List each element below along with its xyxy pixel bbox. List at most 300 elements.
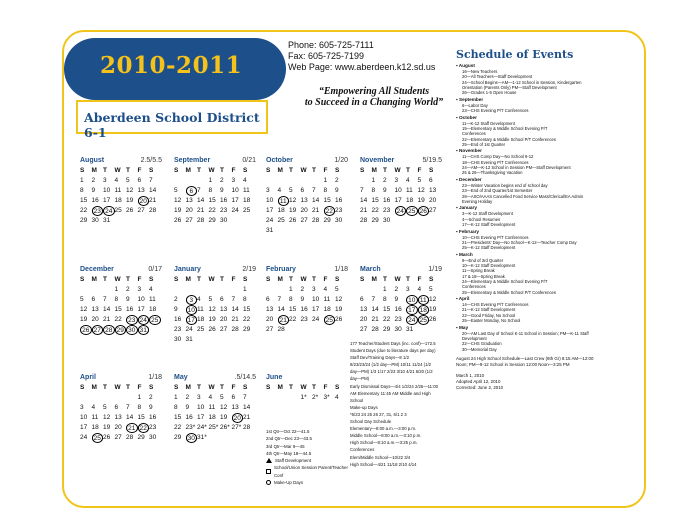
- weekday-label: S: [266, 167, 271, 174]
- day-cell: 23*: [185, 424, 196, 431]
- note-line: High School—4/21 11/18 2/10 4/14: [350, 461, 417, 467]
- day-cell: [278, 176, 290, 186]
- day-cell: 20: [91, 316, 99, 323]
- month-name: May: [174, 374, 188, 381]
- month-february: [266, 266, 348, 335]
- week-row: [266, 393, 348, 403]
- weekday-label: F: [231, 167, 236, 174]
- day-cell: [324, 325, 336, 335]
- legend-label: 2nd Qtr—Dec 23—43.5: [266, 436, 312, 442]
- day-cell: 1*: [300, 394, 307, 401]
- note-line: Elem/Middle School—10/22 3/4: [350, 454, 411, 460]
- day-cell: 9: [174, 306, 178, 313]
- day-cell: 25: [324, 315, 336, 325]
- note-line: Staff Dev/Training Days—8 1/2: [350, 355, 409, 361]
- week-row: [80, 403, 162, 413]
- day-cell: [103, 393, 115, 403]
- day-cell: 31: [266, 227, 274, 234]
- week-row: [80, 206, 162, 216]
- month-name: October: [266, 157, 293, 164]
- schedule-event: Orientation (Parents Only) PM—Staff Development: [462, 84, 557, 90]
- day-cell: [174, 176, 186, 186]
- day-cell: 9: [185, 404, 190, 411]
- week-row: [80, 413, 162, 423]
- day-cell: 26: [174, 217, 182, 224]
- week-row: [174, 403, 256, 413]
- day-cell: 3: [266, 187, 270, 194]
- day-cell: [232, 285, 244, 295]
- weekday-header: [174, 166, 256, 176]
- week-row: [174, 216, 256, 226]
- day-cell: 1: [323, 177, 328, 184]
- day-cell: 21: [103, 316, 111, 323]
- day-cell: 13: [91, 306, 99, 313]
- day-count: 1/18: [334, 266, 348, 273]
- week-row: [80, 433, 162, 443]
- day-cell: 1: [383, 286, 387, 293]
- day-cell: 19: [208, 316, 216, 323]
- schedule-event: 24—AM—K-12 School in Session PM—Staff Development: [462, 165, 571, 171]
- week-row: [80, 186, 162, 196]
- day-cell: [209, 285, 221, 295]
- month-name: January: [174, 266, 201, 273]
- day-cell: [138, 216, 150, 226]
- day-count: 2/19: [242, 266, 256, 273]
- day-cell: 21: [149, 197, 157, 204]
- weekday-label: W: [300, 276, 307, 283]
- day-cell: [301, 226, 313, 236]
- day-cell: 28: [277, 326, 285, 333]
- day-cell: 1: [80, 177, 84, 184]
- day-cell: 12: [289, 197, 297, 204]
- day-cell: 21: [197, 207, 205, 214]
- day-cell: 15: [323, 197, 331, 204]
- schedule-month: ▪ October: [456, 114, 477, 120]
- legend-label: Make-Up Days: [274, 480, 304, 486]
- week-row: [266, 206, 348, 216]
- week-row: [80, 295, 162, 305]
- day-cell: 4: [197, 296, 201, 303]
- week-row: [360, 325, 442, 335]
- day-cell: 11: [278, 196, 290, 206]
- day-cell: 12: [220, 404, 228, 411]
- day-cell: 20: [232, 413, 244, 423]
- day-cell: 3: [231, 177, 236, 184]
- day-cell: 26: [418, 206, 430, 216]
- note-line: 8/23/23/24 (1/2 day—PM) 10/11 11/24 (1/2: [350, 362, 432, 368]
- week-row: [266, 325, 348, 335]
- week-row: [266, 186, 348, 196]
- day-cell: 18: [114, 197, 122, 204]
- day-cell: 28: [231, 326, 239, 333]
- day-cell: 5: [208, 296, 213, 303]
- schedule-event: 17 & 18—Spring Break: [462, 273, 505, 279]
- day-cell: 24: [312, 316, 320, 323]
- day-cell: 5: [126, 177, 130, 184]
- day-cell: 2: [149, 394, 153, 401]
- day-cell: 30: [335, 217, 343, 224]
- day-cell: 27: [92, 325, 104, 335]
- day-cell: 8: [383, 296, 387, 303]
- weekday-label: T: [126, 276, 130, 283]
- day-cell: 19: [335, 306, 343, 313]
- weekday-label: F: [231, 276, 236, 283]
- day-cell: 13: [114, 414, 122, 421]
- day-cell: [209, 335, 221, 345]
- day-cell: 28: [360, 217, 368, 224]
- weekday-header: [266, 383, 348, 393]
- weekday-label: F: [417, 276, 422, 283]
- day-cell: 9: [300, 296, 305, 303]
- day-cell: 10: [406, 295, 418, 305]
- week-row: [266, 305, 348, 315]
- weekday-label: M: [277, 276, 283, 283]
- day-cell: 20: [220, 316, 228, 323]
- schedule-month: ▪ March: [456, 251, 473, 257]
- day-cell: 7: [126, 404, 130, 411]
- day-cell: 22: [174, 424, 182, 431]
- day-cell: [406, 216, 418, 226]
- day-cell: 10: [186, 305, 198, 315]
- day-cell: 17: [406, 305, 418, 315]
- legend-label: 4th Qtr—May 18—44.5: [266, 450, 312, 456]
- weekday-header: [80, 275, 162, 285]
- day-cell: 1: [208, 177, 213, 184]
- motto: [284, 86, 464, 108]
- day-cell: [301, 176, 313, 186]
- day-cell: 15: [80, 197, 88, 204]
- day-cell: 2: [126, 286, 130, 293]
- circle-icon: [266, 480, 271, 485]
- day-cell: 13: [137, 187, 145, 194]
- day-cell: 4: [406, 177, 410, 184]
- month-header: [80, 266, 162, 275]
- day-cell: 26: [208, 326, 216, 333]
- day-cell: [266, 176, 278, 186]
- day-cell: 11: [91, 414, 99, 421]
- weekday-label: S: [266, 276, 271, 283]
- triangle-icon: [266, 458, 272, 463]
- day-cell: 10: [312, 296, 320, 303]
- day-cell: 20: [185, 207, 193, 214]
- schedule-event: 9—End of 3rd Quarter: [462, 257, 504, 263]
- weekday-label: S: [149, 167, 154, 174]
- schedule-event: 3—K-12 Staff Development: [462, 211, 513, 217]
- day-cell: 28: [126, 434, 134, 441]
- week-row: [174, 295, 256, 305]
- footer-line: August 24 High School Schedule—Last Crew (9th Gr) 8:15 AM—12:00: [456, 355, 594, 361]
- day-cell: 31: [103, 217, 111, 224]
- day-cell: [289, 325, 301, 335]
- day-cell: [289, 176, 301, 186]
- day-cell: 3: [312, 286, 316, 293]
- weekday-label: T: [289, 167, 293, 174]
- day-cell: 21: [278, 315, 290, 325]
- day-cell: 20: [429, 197, 437, 204]
- legend-item: [266, 443, 348, 450]
- weekday-label: T: [103, 384, 107, 391]
- schedule-event: 10—K-12 Staff Development: [462, 263, 516, 269]
- day-cell: 26*: [220, 424, 230, 431]
- legend-label: 1st Qtr—Oct 22—41.5: [266, 429, 310, 434]
- schedule-event: 24—School Begins—AM—1-12 School in Session, Kindergarten: [462, 79, 582, 85]
- month-header: [80, 374, 162, 383]
- schedule-event: 28—ASO/AAAS Cancelled Food Service Mass/Clerical/EA Admin: [462, 193, 584, 199]
- week-row: [360, 176, 442, 186]
- weekday-header: [80, 383, 162, 393]
- week-row: [174, 413, 256, 423]
- day-cell: 5: [429, 286, 433, 293]
- weekday-label: W: [208, 276, 215, 283]
- day-cell: 28: [312, 217, 320, 224]
- day-cell: 22: [208, 207, 216, 214]
- schedule-event: 4—School Resumes: [462, 216, 501, 222]
- footer-line: March 1, 2010: [456, 373, 485, 379]
- day-cell: 23: [174, 326, 182, 333]
- day-cell: 24: [103, 206, 115, 216]
- note-line: *5/23 24 25 26 27, 31, 6/1 2 3: [350, 411, 407, 417]
- month-may: [174, 374, 256, 443]
- weekday-label: F: [323, 167, 328, 174]
- day-cell: 18: [149, 306, 157, 313]
- week-row: [174, 196, 256, 206]
- day-cell: 22: [289, 316, 297, 323]
- weekday-label: S: [174, 167, 179, 174]
- schedule-section: [456, 177, 638, 204]
- weekday-label: S: [360, 276, 365, 283]
- day-cell: [115, 216, 127, 226]
- day-cell: 9: [335, 187, 339, 194]
- weekday-label: W: [394, 167, 401, 174]
- day-cell: 26: [335, 316, 343, 323]
- day-cell: 8: [289, 296, 293, 303]
- weekday-label: S: [243, 167, 248, 174]
- day-cell: 15: [289, 306, 297, 313]
- school-year-title: 2010-2011: [100, 52, 243, 79]
- note-line: Conferences: [350, 447, 375, 453]
- day-cell: 28: [197, 217, 205, 224]
- day-cell: [243, 216, 255, 226]
- day-cell: 22: [324, 206, 336, 216]
- day-cell: 7: [103, 296, 107, 303]
- day-count: 0/17: [148, 266, 162, 273]
- day-cell: 16: [185, 414, 193, 421]
- day-cell: 26: [103, 434, 111, 441]
- day-cell: 6: [220, 296, 224, 303]
- day-cell: 24: [395, 206, 407, 216]
- day-cell: 3: [80, 404, 84, 411]
- week-row: [266, 226, 348, 236]
- day-cell: 29: [115, 325, 127, 335]
- day-cell: 13: [231, 404, 239, 411]
- day-cell: 11: [418, 295, 430, 305]
- contact-info: [288, 40, 435, 73]
- month-header: [80, 157, 162, 166]
- day-cell: 7: [197, 187, 201, 194]
- day-cell: 16: [149, 414, 157, 421]
- day-cell: 25: [418, 315, 430, 325]
- schedule-section: [456, 205, 638, 227]
- day-cell: [232, 335, 244, 345]
- weekday-label: F: [137, 384, 142, 391]
- day-cell: 23: [149, 424, 157, 431]
- weekday-label: F: [137, 167, 142, 174]
- day-cell: 6: [114, 404, 119, 411]
- month-header: [360, 266, 442, 275]
- day-cell: [418, 216, 430, 226]
- schedule-event: 23—CHS Evening P/T Conferences: [462, 108, 529, 114]
- day-cell: 25: [114, 207, 122, 214]
- day-cell: 13: [185, 197, 193, 204]
- day-cell: 25: [406, 206, 418, 216]
- week-row: [80, 216, 162, 226]
- month-header: [266, 374, 348, 383]
- day-cell: 11: [149, 296, 156, 303]
- day-cell: 16: [335, 197, 343, 204]
- day-cell: 25: [92, 433, 104, 443]
- day-cell: 28: [243, 424, 251, 431]
- day-cell: 17: [394, 197, 402, 204]
- day-cell: 25: [277, 217, 285, 224]
- day-cell: 14: [371, 306, 379, 313]
- day-cell: 14: [126, 414, 134, 421]
- month-header: [266, 157, 348, 166]
- weekday-label: S: [174, 384, 179, 391]
- note-line: 177 Teacher/Student Days (inc. conf)—172.5: [350, 341, 436, 346]
- schedule-event: Conferences: [462, 284, 486, 290]
- schedule-event: 25 & 26—Thanksgiving Vacation: [462, 170, 523, 176]
- day-cell: 6: [300, 187, 305, 194]
- weekday-label: M: [91, 276, 97, 283]
- day-cell: 20: [114, 424, 122, 431]
- month-name: June: [266, 374, 283, 381]
- weekday-label: S: [80, 167, 85, 174]
- day-cell: [80, 285, 92, 295]
- day-cell: 13: [429, 187, 437, 194]
- day-cell: [232, 216, 244, 226]
- day-cell: 2: [383, 177, 387, 184]
- week-row: [360, 285, 442, 295]
- day-cell: 4: [149, 286, 153, 293]
- weekday-label: T: [197, 276, 201, 283]
- day-cell: 5: [103, 404, 107, 411]
- day-cell: 4: [277, 187, 282, 194]
- day-cell: 12: [208, 306, 216, 313]
- weekday-label: W: [300, 384, 307, 391]
- day-cell: 4: [208, 394, 213, 401]
- day-cell: 26: [80, 325, 92, 335]
- day-cell: 9: [394, 296, 399, 303]
- day-cell: 18: [277, 207, 285, 214]
- day-cell: 29: [174, 434, 182, 441]
- schedule-event: 30—Memorial Day: [462, 346, 497, 352]
- day-cell: 9: [220, 187, 224, 194]
- weekday-label: S: [80, 384, 85, 391]
- day-cell: 18: [243, 197, 251, 204]
- day-cell: 13: [360, 306, 368, 313]
- day-count: 5/19.5: [422, 157, 442, 164]
- note-line: School Day Schedule: [350, 419, 392, 425]
- weekday-label: S: [80, 276, 85, 283]
- day-cell: [197, 335, 209, 345]
- day-cell: 15: [174, 414, 182, 421]
- weekday-label: W: [394, 276, 401, 283]
- day-cell: 4: [91, 404, 96, 411]
- month-september: [174, 157, 256, 226]
- day-cell: 28: [149, 207, 157, 214]
- day-cell: 21: [243, 414, 251, 421]
- week-row: [80, 285, 162, 295]
- weekday-label: T: [220, 384, 224, 391]
- day-cell: 1: [289, 286, 293, 293]
- weekday-label: M: [185, 167, 191, 174]
- weekday-label: W: [114, 167, 121, 174]
- legend-item: [266, 435, 348, 442]
- day-cell: 24*: [197, 424, 207, 431]
- legend-item: [266, 479, 348, 486]
- weekday-label: T: [289, 276, 293, 283]
- month-name: February: [266, 266, 296, 273]
- day-cell: 11: [406, 187, 413, 194]
- day-cell: 11: [323, 296, 331, 303]
- day-cell: 14: [231, 306, 239, 313]
- day-cell: [149, 216, 161, 226]
- day-cell: 21: [126, 423, 138, 433]
- day-cell: 21: [371, 316, 379, 323]
- day-cell: 29: [383, 326, 391, 333]
- day-cell: 15: [137, 414, 145, 421]
- week-row: [360, 206, 442, 216]
- day-cell: 2: [300, 286, 305, 293]
- day-cell: 10: [137, 296, 145, 303]
- day-cell: 20: [138, 196, 150, 206]
- day-cell: 30: [91, 217, 99, 224]
- day-cell: 2: [394, 286, 399, 293]
- day-cell: 22: [371, 207, 379, 214]
- day-cell: [243, 433, 255, 443]
- weekday-label: T: [312, 167, 316, 174]
- day-cell: 19: [429, 306, 437, 313]
- day-cell: 25: [243, 207, 251, 214]
- day-cell: 7: [312, 187, 316, 194]
- week-row: [266, 176, 348, 186]
- day-cell: 8: [114, 296, 119, 303]
- day-cell: 29: [323, 217, 331, 224]
- weekday-label: S: [429, 276, 434, 283]
- day-cell: 18: [197, 316, 205, 323]
- day-cell: 20: [300, 207, 308, 214]
- schedule-month: ▪ September: [456, 96, 484, 102]
- day-cell: 5: [417, 177, 422, 184]
- calendar-notes: [350, 340, 448, 468]
- day-cell: 26: [429, 316, 437, 323]
- day-count: .5/14.5: [234, 374, 256, 381]
- day-cell: 5: [335, 286, 339, 293]
- day-cell: 13: [266, 306, 274, 313]
- school-name: Aberdeen School District 6-1: [76, 100, 268, 134]
- schedule-section: [456, 115, 638, 147]
- week-row: [174, 433, 256, 443]
- weekday-label: T: [126, 167, 130, 174]
- schedule-section: [456, 296, 638, 323]
- week-row: [360, 196, 442, 206]
- day-cell: 15: [383, 306, 391, 313]
- month-header: [360, 157, 442, 166]
- month-january: [174, 266, 256, 345]
- web-line[interactable]: Web Page: www.aberdeen.k12.sd.us: [288, 62, 436, 72]
- day-cell: [103, 285, 115, 295]
- day-cell: [209, 433, 221, 443]
